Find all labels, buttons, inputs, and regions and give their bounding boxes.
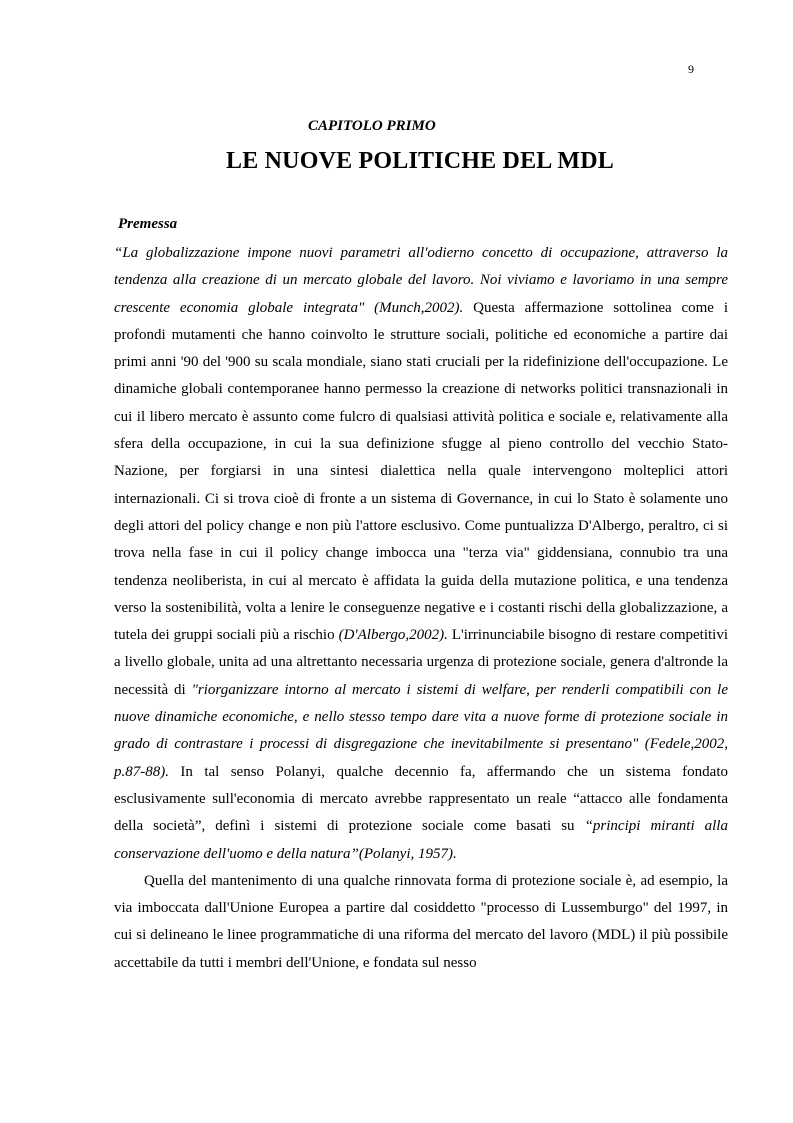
section-heading: Premessa <box>118 216 178 232</box>
paragraph-2: Quella del mantenimento di una qualche rinnovata forma di protezione sociale è, ad esempio, la via imboccata dall'Unione Europea a partire dal cosiddetto "processo di Lussemburgo" del 1997, in cui si delineano le linee programmatiche di una riforma del mercato del lavoro (MDL) il più possibile accettabile da tutti i membri dell'Unione, e fondata sul nesso <box>114 872 728 971</box>
chapter-title: LE NUOVE POLITICHE DEL MDL <box>226 148 614 174</box>
paragraph-1 <box>114 240 728 868</box>
paragraph-1-text-a: Questa affermazione sottolinea come i profondi mutamenti che hanno coinvolto le strutture sociali, politiche ed economiche a partire dai primi anni '90 del '900 su scala mondiale, siano stati cruciali per la ridefinizione dell'occupazione. Le dinamiche globali contemporanee hanno permesso la creazione di networks politici transnazionali in cui il libero mercato è assunto come fulcro di qualsiasi attività politica e sociale e, relativamente alla sfera della occupazione, in cui la sua definizione sfugge al pieno controllo del vecchio Stato- Nazione, per forgiarsi in una sintesi dialettica nella quale intervengono molteplici attori internazionali. Ci si trova cioè di fronte a un sistema di Governance, in cui lo Stato è solamente uno degli attori del policy change e non più l'attore esclusivo. Come puntualizza D'Albergo, peraltro, ci si trova nella fase in cui il policy change imbocca una "terza via" giddensiana, connubio tra una tendenza neoliberista, in cui al mercato è affidata la guida della mutazione politica, e una tendenza verso la sostenibilità, volta a lenire le conseguenze negative e i costanti rischi della globalizzazione, a tutela dei gruppi sociali più a rischio <box>114 299 728 644</box>
paragraph-1-text-c: In tal senso Polanyi, qualche decennio fa, affermando che un sistema fondato esclusivamente sull'economia di mercato avrebbe rappresentato un reale “attacco alle fondamenta della società”, definì i sistemi di protezione sociale come basati su <box>114 763 728 835</box>
body-text <box>114 240 728 977</box>
page-number: 9 <box>688 62 694 76</box>
paragraph-1-text-b: L'irrinunciabile bisogno di restare competitivi a livello globale, unita ad una altrettanto necessaria urgenza di protezione sociale, genera d'altronde la necessità di <box>114 627 728 698</box>
quote-polanyi: “principi miranti alla conservazione dell'uomo e della natura”(Polanyi, 1957). <box>114 818 728 862</box>
chapter-label: CAPITOLO PRIMO <box>308 118 436 134</box>
quote-fedele: "riorganizzare intorno al mercato i sistemi di welfare, per renderli compatibili con le nuove dinamiche economiche, e nello stesso tempo dare vita a nuove forme di protezione sociale in grado di contrastare i processi di disgregazione che inevitabilmente si presentano" (Fedele,2002, p.87-88). <box>114 681 728 780</box>
citation-dalbergo: (D'Albergo,2002). <box>338 627 448 644</box>
quote-munch: “La globalizzazione impone nuovi parametri all'odierno concetto di occupazione, attraverso la tendenza alla creazione di un mercato globale del lavoro. Noi viviamo e lavoriamo in una sempre crescente economia globale integrata" (Munch,2002). <box>114 245 728 316</box>
